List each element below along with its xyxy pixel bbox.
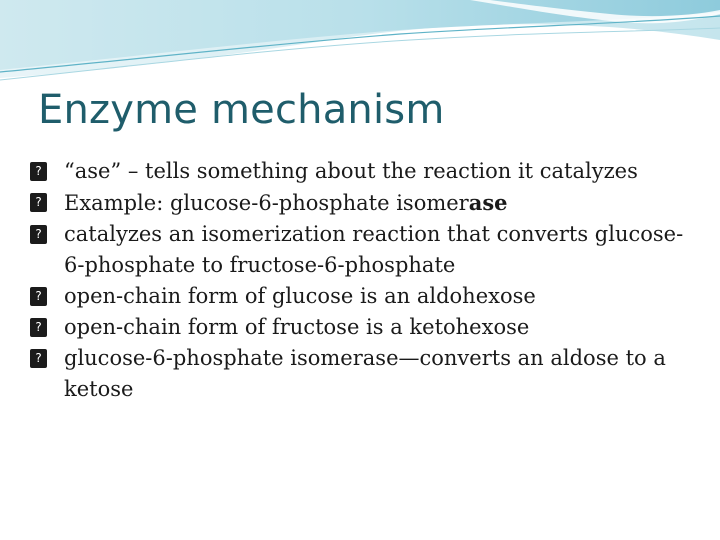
bullet-icon: ?	[30, 318, 47, 337]
bullet-item	[30, 281, 690, 312]
bullet-item	[30, 187, 690, 219]
bullet-icon: ?	[30, 225, 47, 244]
bullet-text: Example: glucose-6-phosphate isomer	[64, 191, 469, 215]
bullet-icon: ?	[30, 193, 47, 212]
bullet-text: glucose-6-phosphate isomerase—converts an aldose to a ketose	[64, 346, 666, 401]
bullet-text-bold-suffix: ase	[468, 190, 508, 215]
bullet-item	[30, 312, 690, 343]
bullet-icon: ?	[30, 349, 47, 368]
bullet-item	[30, 219, 690, 281]
bullet-icon: ?	[30, 162, 47, 181]
header-wave-decoration	[0, 0, 720, 95]
bullet-text: open-chain form of fructose is a ketohexose	[64, 315, 530, 339]
bullet-text: open-chain form of glucose is an aldohexose	[64, 284, 536, 308]
bullet-text: “ase” – tells something about the reaction it catalyzes	[64, 159, 638, 183]
bullet-text: catalyzes an isomerization reaction that converts glucose-6-phosphate to fructose-6-phosphate	[64, 222, 684, 277]
bullet-list	[30, 156, 690, 405]
slide-title: Enzyme mechanism	[38, 87, 445, 133]
bullet-item	[30, 156, 690, 187]
bullet-item	[30, 343, 690, 405]
bullet-icon: ?	[30, 287, 47, 306]
